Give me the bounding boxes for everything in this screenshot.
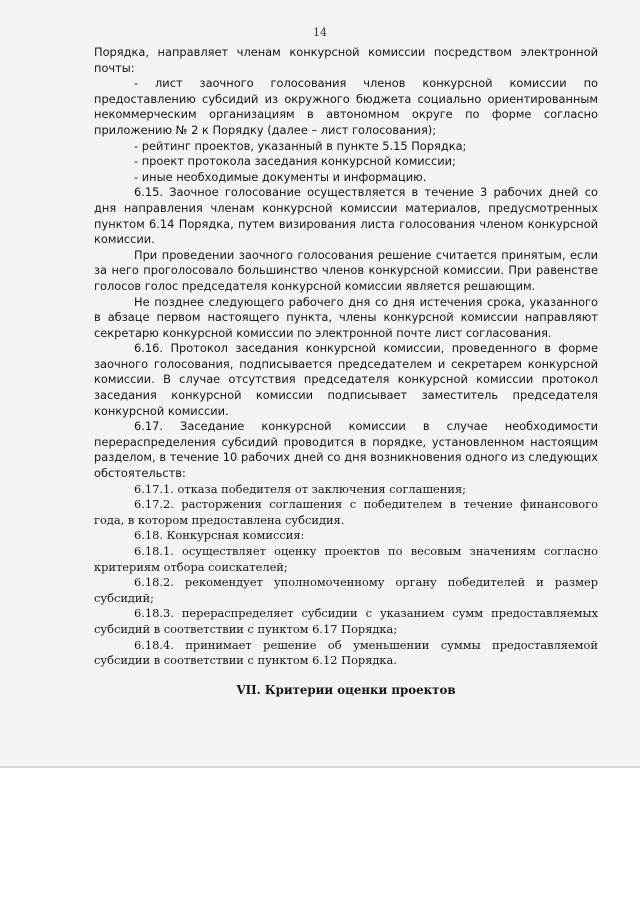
paragraph-6-17-2: 6.17.2. расторжения соглашения с победителем в течение финансового года, в котором предоставлена субсидия. [94,497,598,527]
paragraph-6-18-3: 6.18.3. перераспределяет субсидии с указанием сумм предоставляемых субсидий в соответствии с пунктом 6.17 Порядка; [94,606,598,636]
list-item-protocol-draft: - проект протокола заседания конкурсной комиссии; [134,154,456,169]
section-heading: VII. Критерии оценки проектов [236,682,456,697]
paragraph-6-18-1: 6.18.1. осуществляет оценку проектов по весовым значениям согласно критериям отбора соискателей; [94,544,598,574]
paragraph-6-18-4: 6.18.4. принимает решение об уменьшении суммы предоставляемой субсидии в соответствии с пунктом 6.12 Порядка. [94,637,598,668]
paragraph-6-17: 6.17. Заседание конкурсной комиссии в случае необходимости перераспределения субсидий проводится в порядке, установленном настоящим разделом, в течение 10 рабочих дней со дня возникновения одного из следующих обстоятельств: [94,419,598,481]
list-item-voting-sheet: - лист заочного голосования членов конкурсной комиссии по предоставлению субсидий из окружного бюджета социально ориентированным некоммерческим организациям в автономном округе по форме согласно приложению № 2 к Порядку (далее – лист голосования); [94,76,598,137]
document-body [94,45,598,698]
scan-bottom-edge [0,766,640,768]
paragraph-6-16: 6.16. Протокол заседания конкурсной комиссии, проведенного в форме заочного голосования, подписывается председателем и секретарем конкурсной комиссии. В случае отсутствия председателя конкурсной комиссии протокол заседания конкурсной комиссии подписывает заместитель председателя конкурсной комиссии. [94,341,598,418]
paragraph-intro: Порядка, направляет членам конкурсной комиссии посредством электронной почты: [94,45,598,75]
paragraph-6-18-2: 6.18.2. рекомендует уполномоченному органу победителей и размер субсидий; [94,575,598,605]
list-item-other-documents: - иные необходимые документы и информацию. [134,169,427,184]
paragraph-6-17-1: 6.17.1. отказа победителя от заключения соглашения; [134,481,466,496]
paragraph-6-15: 6.15. Заочное голосование осуществляется в течение 3 рабочих дней со дня направления членам конкурсной комиссии материалов, предусмотренных пунктом 6.14 Порядка, путем визирования листа голосования членом конкурсной комиссии. [94,185,598,247]
list-item-project-rating: - рейтинг проектов, указанный в пункте 5.15 Порядка; [134,138,467,153]
paragraph-6-18: 6.18. Конкурсная комиссия: [134,528,305,543]
page-number: 14 [313,26,327,39]
paragraph-approval-sheet-deadline: Не позднее следующего рабочего дня со дня истечения срока, указанного в абзаце первом настоящего пункта, члены конкурсной комиссии направляют секретарю конкурсной комиссии по электронной почте лист согласования. [94,294,598,340]
paragraph-voting-decision: При проведении заочного голосования решение считается принятым, если за него проголосовало большинство членов конкурсной комиссии. При равенстве голосов голос председателя конкурсной комиссии является решающим. [94,247,598,293]
